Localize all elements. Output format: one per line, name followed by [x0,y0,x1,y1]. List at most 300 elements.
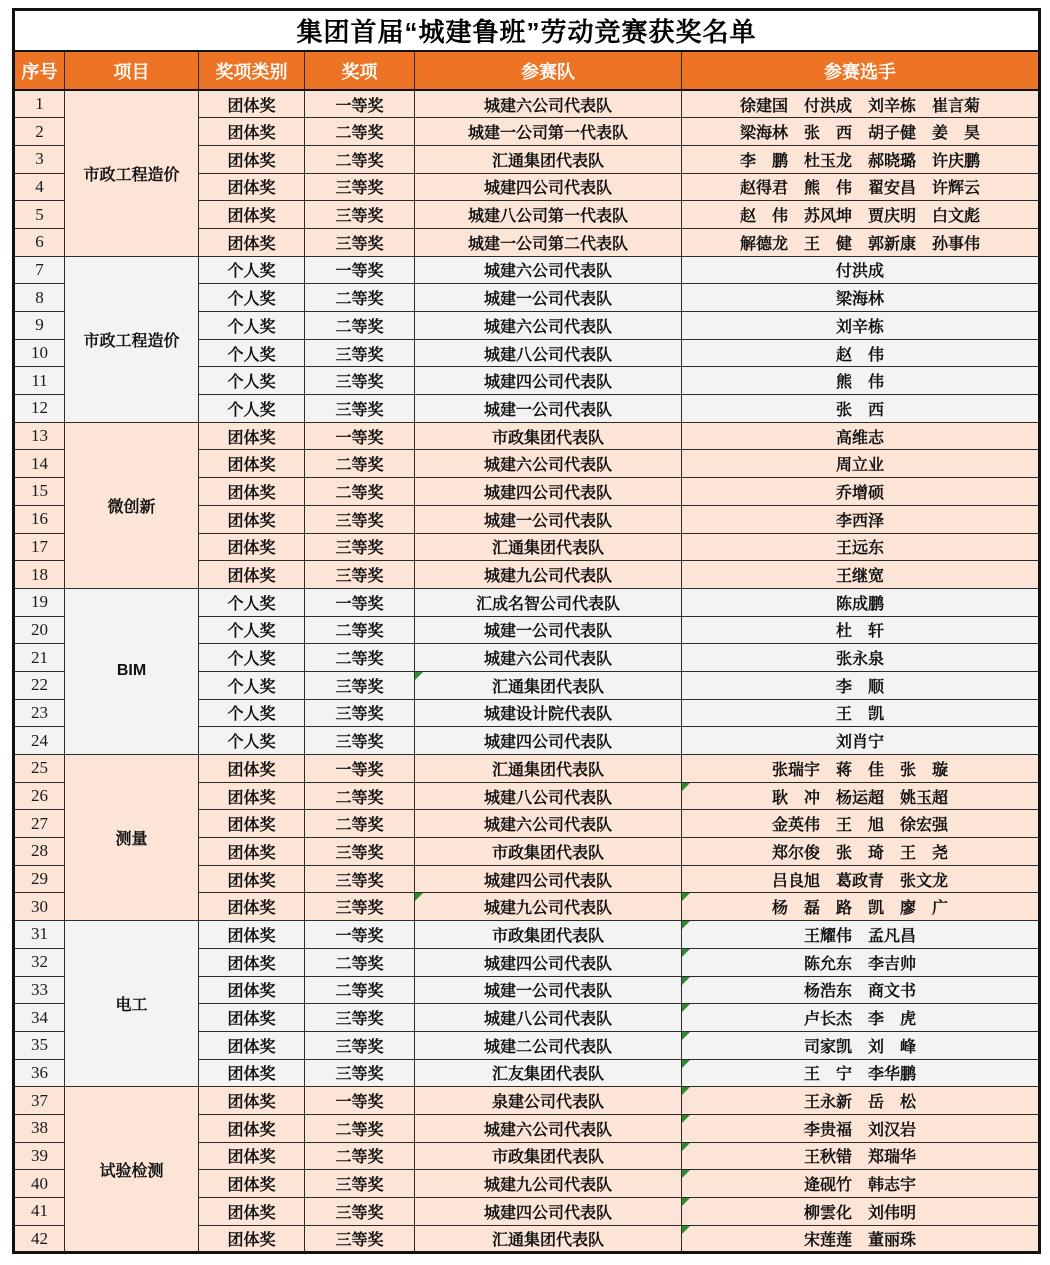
cell-num [14,810,65,838]
cell-players [682,1142,1040,1170]
error-indicator-icon [682,1170,690,1178]
cell-team-text: 城建九公司代表队 [483,900,612,918]
table-row [14,256,1040,284]
cell-award [305,1114,415,1142]
error-indicator-icon [682,1198,690,1206]
cell-players [682,367,1040,395]
error-indicator-icon [682,1032,690,1040]
cell-category-text: 团体奖 [227,761,276,779]
cell-players [682,312,1040,340]
cell-players [682,422,1040,450]
cell-num [14,893,65,921]
cell-team [415,921,682,949]
cell-team [415,228,682,256]
cell-category [199,367,305,395]
cell-num [14,422,65,450]
cell-award [305,118,415,146]
cell-players-text: 卢长杰 李 虎 [804,1011,917,1029]
cell-award [305,395,415,423]
cell-num-text: 4 [35,176,44,196]
cell-num-text: 22 [31,675,48,695]
cell-category [199,284,305,312]
error-indicator-icon [682,783,690,791]
cell-award [305,256,415,284]
cell-team-text: 汇通集团代表队 [491,152,604,170]
cell-category [199,1031,305,1059]
cell-award [305,1031,415,1059]
cell-players [682,782,1040,810]
cell-players-text: 梁海林 [836,291,885,309]
cell-award-text: 二等奖 [335,457,384,475]
cell-award-text: 二等奖 [335,152,384,170]
title-row [14,10,1040,52]
cell-award [305,145,415,173]
cell-num-text: 10 [31,343,48,363]
cell-project [65,588,199,754]
cell-project-text: 测量 [115,831,148,849]
cell-players-text: 王 凯 [836,706,885,724]
cell-players-text: 杨浩东 商文书 [804,983,917,1001]
cell-num-text: 39 [31,1145,48,1165]
cell-category-text: 团体奖 [227,540,276,558]
cell-team-text: 城建九公司代表队 [483,568,612,586]
cell-num-text: 25 [31,758,48,778]
cell-category-text: 个人奖 [227,706,276,724]
table-body [14,90,1040,1253]
cell-award-text: 二等奖 [335,817,384,835]
cell-award [305,228,415,256]
cell-award [305,90,415,118]
cell-category-text: 团体奖 [227,927,276,945]
cell-team [415,616,682,644]
cell-num-text: 35 [31,1035,48,1055]
cell-num [14,671,65,699]
cell-team-text: 城建设计院代表队 [483,706,612,724]
cell-award-text: 三等奖 [335,1232,384,1250]
cell-award [305,921,415,949]
cell-award-text: 二等奖 [335,291,384,309]
cell-players [682,810,1040,838]
cell-award-text: 三等奖 [335,1177,384,1195]
cell-team [415,145,682,173]
cell-award [305,339,415,367]
cell-team-text: 汇通集团代表队 [491,1232,604,1250]
cell-num [14,644,65,672]
error-indicator-icon [682,893,690,901]
cell-team-text: 汇成名智公司代表队 [475,595,620,613]
cell-award-text: 三等奖 [335,208,384,226]
cell-category [199,1059,305,1087]
cell-num [14,1031,65,1059]
error-indicator-icon [415,672,423,680]
cell-category-text: 团体奖 [227,817,276,835]
cell-category [199,1004,305,1032]
cell-award-text: 二等奖 [335,983,384,1001]
cell-team [415,810,682,838]
cell-team-text: 城建一公司代表队 [483,623,612,641]
cell-award [305,1170,415,1198]
cell-award-text: 二等奖 [335,1121,384,1139]
cell-num [14,755,65,783]
cell-team [415,1114,682,1142]
cell-team-text: 泉建公司代表队 [491,1094,604,1112]
cell-num-text: 30 [31,896,48,916]
cell-category-text: 团体奖 [227,457,276,475]
cell-num-text: 8 [35,287,44,307]
cell-category [199,312,305,340]
cell-num-text: 28 [31,841,48,861]
cell-num-text: 38 [31,1118,48,1138]
cell-players [682,616,1040,644]
cell-players-text: 刘肖宁 [836,734,885,752]
cell-team [415,201,682,229]
column-header-players [682,51,1040,90]
cell-team [415,1087,682,1115]
column-header-label: 奖项 [341,61,378,82]
cell-award [305,782,415,810]
cell-players-text: 王永新 岳 松 [804,1094,917,1112]
cell-category [199,644,305,672]
cell-num [14,505,65,533]
cell-award [305,533,415,561]
cell-team [415,644,682,672]
cell-players [682,588,1040,616]
cell-category [199,1114,305,1142]
cell-team [415,671,682,699]
cell-award [305,422,415,450]
cell-players [682,727,1040,755]
cell-num [14,838,65,866]
cell-num-text: 21 [31,647,48,667]
cell-team [415,1225,682,1253]
cell-num-text: 18 [31,564,48,584]
cell-project-text: 市政工程造价 [83,166,180,184]
cell-category [199,948,305,976]
column-header-label: 参赛队 [521,61,575,82]
cell-players-text: 周立业 [836,457,885,475]
cell-team-text: 城建六公司代表队 [483,457,612,475]
cell-category-text: 个人奖 [227,318,276,336]
column-header-category [199,51,305,90]
column-header-team [415,51,682,90]
error-indicator-icon [682,1115,690,1123]
cell-num-text: 33 [31,979,48,999]
cell-team-text: 城建四公司代表队 [483,955,612,973]
cell-team [415,699,682,727]
cell-players [682,1114,1040,1142]
cell-team-text: 城建四公司代表队 [483,180,612,198]
cell-team [415,1059,682,1087]
cell-award-text: 一等奖 [335,595,384,613]
cell-players-text: 金英伟 王 旭 徐宏强 [772,817,949,835]
cell-team [415,450,682,478]
column-header-label: 奖项类别 [215,61,288,82]
cell-award-text: 二等奖 [335,955,384,973]
table-row [14,90,1040,118]
cell-players [682,478,1040,506]
cell-category [199,671,305,699]
cell-team-text: 城建四公司代表队 [483,734,612,752]
cell-category-text: 团体奖 [227,152,276,170]
cell-team-text: 城建八公司代表队 [483,1011,612,1029]
cell-category-text: 团体奖 [227,568,276,586]
cell-award-text: 三等奖 [335,401,384,419]
cell-num [14,256,65,284]
cell-category [199,505,305,533]
cell-players [682,921,1040,949]
cell-award-text: 三等奖 [335,1066,384,1084]
cell-num [14,1004,65,1032]
cell-team [415,1004,682,1032]
cell-num [14,1198,65,1226]
cell-num-text: 15 [31,481,48,501]
cell-category-text: 团体奖 [227,235,276,253]
cell-num-text: 26 [31,786,48,806]
cell-award-text: 三等奖 [335,900,384,918]
cell-award [305,588,415,616]
cell-players [682,671,1040,699]
cell-players [682,450,1040,478]
cell-category [199,782,305,810]
cell-team-text: 汇友集团代表队 [491,1066,604,1084]
cell-award [305,865,415,893]
cell-team [415,588,682,616]
table-row [14,422,1040,450]
cell-players-text: 张永泉 [836,651,885,669]
cell-category-text: 个人奖 [227,651,276,669]
cell-num-text: 1 [35,94,44,114]
error-indicator-icon [682,977,690,985]
cell-category-text: 团体奖 [227,180,276,198]
cell-award-text: 三等奖 [335,1204,384,1222]
cell-award-text: 一等奖 [335,927,384,945]
cell-category [199,588,305,616]
cell-team-text: 城建六公司代表队 [483,318,612,336]
cell-project-text: BIM [116,662,147,680]
cell-team [415,893,682,921]
cell-players-text: 赵得君 熊 伟 翟安昌 许辉云 [740,180,981,198]
cell-project [65,90,199,256]
cell-award-text: 三等奖 [335,706,384,724]
cell-num-text: 27 [31,813,48,833]
cell-team [415,118,682,146]
cell-players-text: 王继宽 [836,568,885,586]
cell-players-text: 赵 伟 苏风坤 贾庆明 白文彪 [740,208,981,226]
cell-players [682,533,1040,561]
cell-players [682,339,1040,367]
cell-num [14,90,65,118]
cell-category [199,173,305,201]
cell-category-text: 个人奖 [227,623,276,641]
cell-players-text: 杜 轩 [836,623,885,641]
cell-team [415,755,682,783]
cell-award [305,1004,415,1032]
cell-num-text: 40 [31,1173,48,1193]
cell-project [65,755,199,921]
cell-category-text: 个人奖 [227,734,276,752]
cell-num-text: 12 [31,398,48,418]
cell-team-text: 城建一公司代表队 [483,291,612,309]
cell-award [305,1087,415,1115]
cell-team-text: 城建八公司代表队 [483,346,612,364]
cell-project-text: 市政工程造价 [83,332,180,350]
cell-players-text: 熊 伟 [836,374,885,392]
cell-award-text: 二等奖 [335,623,384,641]
cell-num-text: 36 [31,1062,48,1082]
cell-num [14,1059,65,1087]
cell-award-text: 二等奖 [335,1149,384,1167]
cell-team-text: 城建一公司代表队 [483,512,612,530]
cell-num [14,450,65,478]
cell-num-text: 29 [31,869,48,889]
cell-team-text: 城建一公司代表队 [483,401,612,419]
cell-players [682,1087,1040,1115]
cell-team [415,1198,682,1226]
error-indicator-icon [682,1143,690,1151]
cell-award-text: 三等奖 [335,512,384,530]
cell-team [415,727,682,755]
cell-team [415,865,682,893]
cell-team [415,1170,682,1198]
cell-award [305,478,415,506]
cell-award [305,644,415,672]
cell-team [415,948,682,976]
cell-players-text: 王远东 [836,540,885,558]
cell-award-text: 三等奖 [335,872,384,890]
cell-category-text: 个人奖 [227,401,276,419]
cell-players-text: 陈允东 李吉帅 [804,955,917,973]
cell-category [199,478,305,506]
column-header-num [14,51,65,90]
cell-award-text: 一等奖 [335,429,384,447]
cell-category [199,921,305,949]
column-header-label: 序号 [21,61,58,82]
cell-category-text: 团体奖 [227,125,276,143]
cell-team-text: 城建六公司代表队 [483,97,612,115]
cell-team [415,533,682,561]
cell-num-text: 19 [31,592,48,612]
cell-team [415,256,682,284]
cell-num [14,588,65,616]
cell-num-text: 32 [31,952,48,972]
cell-num [14,1225,65,1253]
cell-num [14,284,65,312]
cell-team [415,367,682,395]
cell-category [199,893,305,921]
cell-award [305,1142,415,1170]
cell-award [305,173,415,201]
cell-players [682,1031,1040,1059]
table-row [14,755,1040,783]
cell-num-text: 11 [31,370,48,390]
cell-award-text: 一等奖 [335,263,384,281]
cell-players [682,256,1040,284]
cell-num [14,395,65,423]
cell-players-text: 宋莲莲 董丽珠 [804,1232,917,1250]
cell-num-text: 17 [31,536,48,556]
cell-players-text: 王耀伟 孟凡昌 [804,927,917,945]
cell-category [199,1170,305,1198]
cell-category [199,727,305,755]
cell-players [682,90,1040,118]
cell-category [199,450,305,478]
cell-num [14,1114,65,1142]
cell-award [305,810,415,838]
cell-category-text: 团体奖 [227,429,276,447]
cell-category-text: 团体奖 [227,1204,276,1222]
cell-team [415,478,682,506]
column-header-award [305,51,415,90]
cell-category-text: 个人奖 [227,595,276,613]
cell-players-text: 李西泽 [836,512,885,530]
cell-team-text: 城建九公司代表队 [483,1177,612,1195]
cell-project-text: 电工 [115,997,148,1015]
cell-num [14,1170,65,1198]
cell-team-text: 城建六公司代表队 [483,1121,612,1139]
cell-players [682,145,1040,173]
cell-award-text: 一等奖 [335,1094,384,1112]
cell-players [682,228,1040,256]
cell-award [305,1198,415,1226]
cell-num-text: 20 [31,619,48,639]
cell-num-text: 34 [31,1007,48,1027]
cell-players-text: 柳雲化 刘伟明 [804,1204,917,1222]
cell-num [14,699,65,727]
cell-players [682,1170,1040,1198]
cell-team [415,422,682,450]
cell-award [305,367,415,395]
cell-players-text: 杨 磊 路 凯 廖 广 [772,900,949,918]
cell-award-text: 三等奖 [335,540,384,558]
cell-num [14,782,65,810]
cell-team [415,505,682,533]
cell-team-text: 城建一公司代表队 [483,983,612,1001]
cell-num [14,173,65,201]
cell-num [14,865,65,893]
cell-award-text: 三等奖 [335,844,384,862]
cell-category [199,228,305,256]
error-indicator-icon [682,1087,690,1095]
cell-category-text: 团体奖 [227,955,276,973]
cell-award [305,284,415,312]
cell-players-text: 李 鹏 杜玉龙 郝晓璐 许庆鹏 [740,152,981,170]
cell-players-text: 梁海林 张 西 胡子健 姜 昊 [740,125,981,143]
cell-category [199,118,305,146]
cell-category [199,755,305,783]
cell-award-text: 三等奖 [335,1011,384,1029]
cell-award-text: 三等奖 [335,374,384,392]
cell-category [199,201,305,229]
cell-num [14,478,65,506]
cell-num-text: 42 [31,1228,48,1248]
cell-category [199,90,305,118]
cell-team-text: 城建八公司代表队 [483,789,612,807]
cell-num [14,228,65,256]
cell-num [14,145,65,173]
cell-team [415,1142,682,1170]
cell-num-text: 6 [35,232,44,252]
cell-category-text: 团体奖 [227,1038,276,1056]
cell-team-text: 城建四公司代表队 [483,1204,612,1222]
cell-players [682,644,1040,672]
column-header-label: 项目 [113,61,150,82]
cell-num-text: 5 [35,204,44,224]
cell-award [305,561,415,589]
cell-category-text: 个人奖 [227,374,276,392]
cell-award-text: 三等奖 [335,734,384,752]
cell-award-text: 三等奖 [335,180,384,198]
table-row [14,921,1040,949]
